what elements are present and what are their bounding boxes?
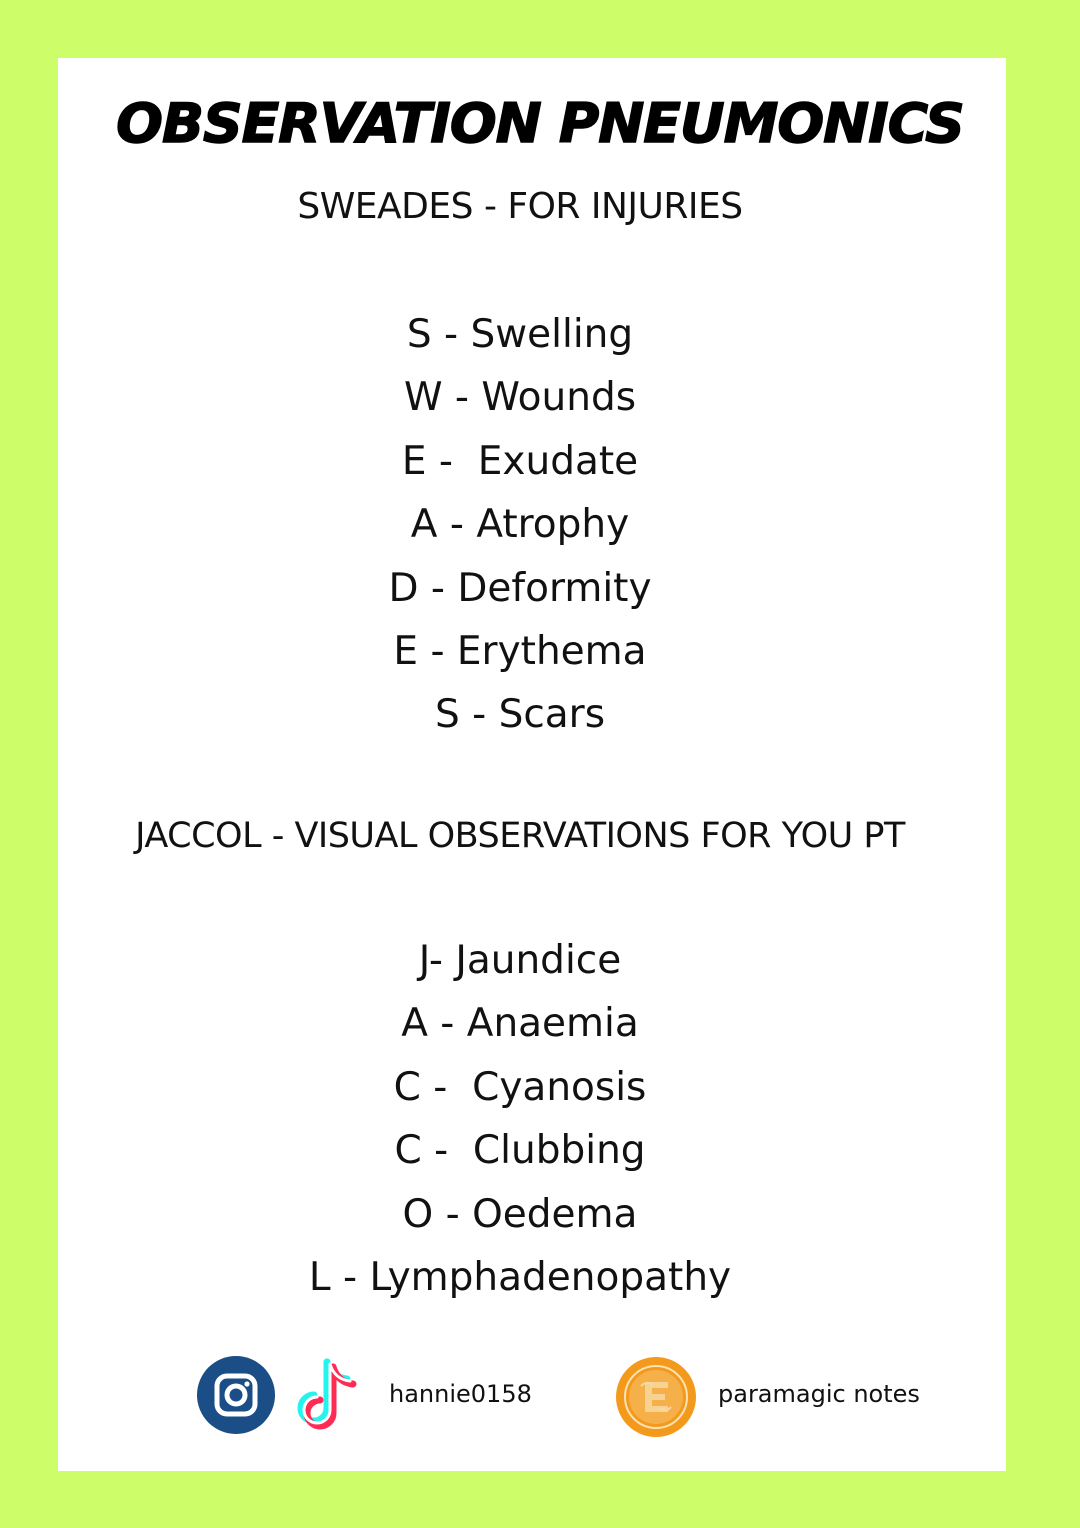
list-item: A - Atrophy [410,502,630,548]
instagram-icon[interactable] [197,1356,275,1434]
section-heading-sweades: SWEADES - FOR INJURIES [297,186,743,227]
page-title: OBSERVATION PNEUMONICS [116,92,964,155]
list-item: L - Lymphadenopathy [308,1254,732,1300]
list-item: E - Exudate [401,438,639,484]
tiktok-handle[interactable]: hannie0158 [389,1380,532,1408]
section-heading-jaccol: JACCOL - VISUAL OBSERVATIONS FOR YOU PT [135,816,905,856]
list-item: S - Swelling [406,312,634,357]
brand-name: paramagic notes [718,1380,920,1408]
list-item: O - Oedema [402,1191,638,1237]
sweades-list [0,303,1040,747]
list-item: W - Wounds [403,375,637,421]
paramagic-notes-logo-icon [615,1356,697,1438]
list-item: C - Clubbing [394,1128,646,1174]
list-item: E - Erythema [393,628,647,674]
list-item: S - Scars [434,692,606,738]
tiktok-icon[interactable] [294,1354,366,1436]
list-item: C - Cyanosis [393,1064,647,1110]
jaccol-list [0,929,1040,1309]
list-item: A - Anaemia [401,1001,639,1047]
list-item: J- Jaundice [418,938,622,983]
list-item: D - Deformity [388,565,652,611]
